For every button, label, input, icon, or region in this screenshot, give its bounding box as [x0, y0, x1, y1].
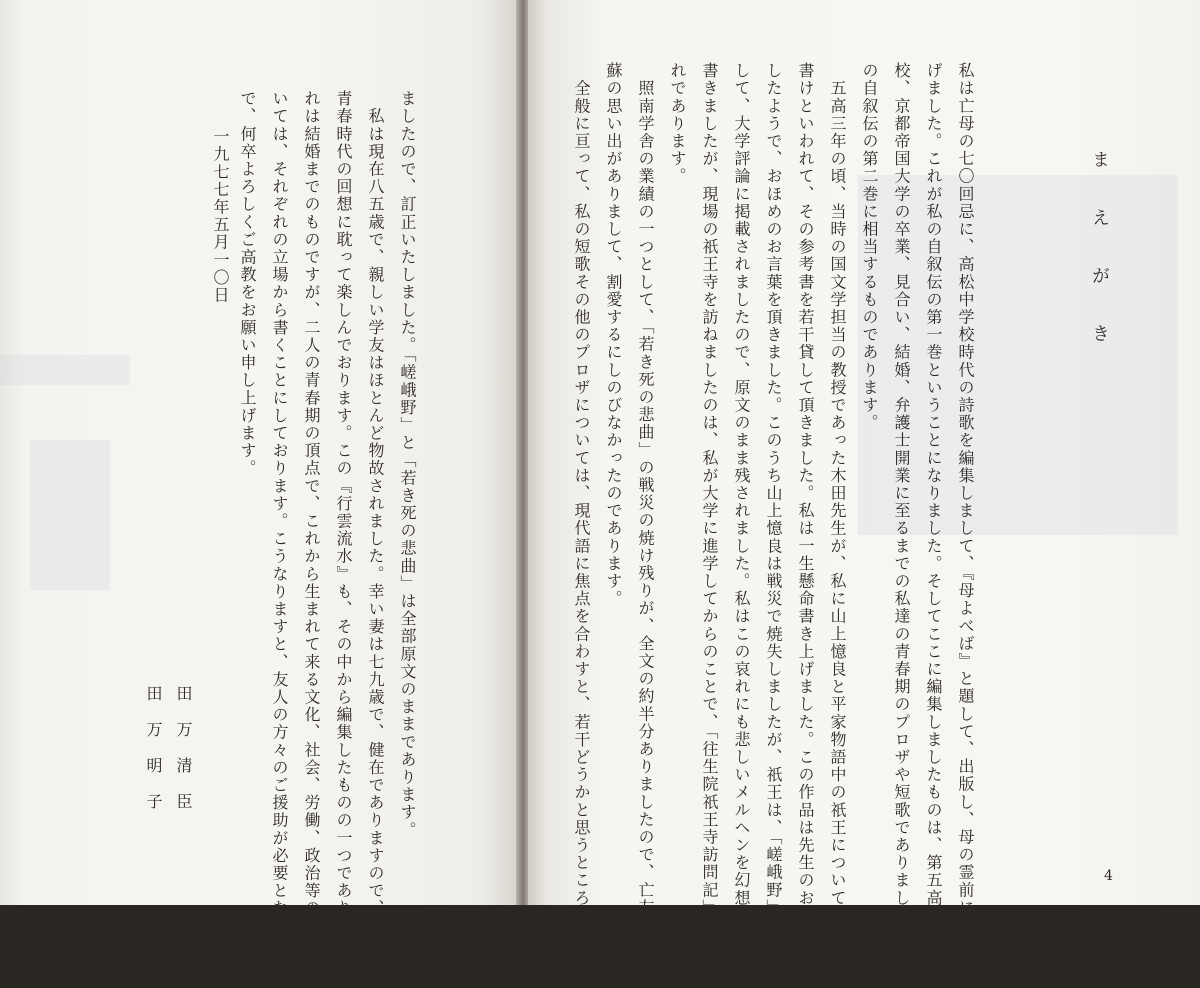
- show-through-mark: [30, 440, 110, 590]
- text-column: して、大学評論に掲載されましたので、原文のまま残されました。私はこの哀れにも悲しいメルヘンを幻想の中で: [732, 62, 751, 960]
- text-column: の自叙伝の第二巻に相当するものであります。: [860, 62, 879, 432]
- text-column: 全般に亘って、私の短歌その他のプロザについては、現代語に焦点を合わすと、若干どうかと思うところがあり: [572, 62, 591, 960]
- text-column: 五高三年の頃、当時の国文学担当の教授であった木田先生が、私に山上憶良と平家物語中の祇王について、何か: [828, 62, 847, 960]
- page-number: 4: [1104, 868, 1113, 884]
- text-column: 書きましたが、現場の祇王寺を訪ねましたのは、私が大学に進学してからのことで、「往生院祇王寺訪問記」がそ: [700, 62, 719, 952]
- text-column: したようで、おほめのお言葉を頂きました。このうち山上憶良は戦災で焼失しましたが、祇王は、「嵯峨野」と題: [764, 62, 783, 952]
- author-name: 田万明子: [144, 685, 163, 829]
- show-through-mark: [0, 355, 130, 385]
- author-name: 田万清臣: [174, 685, 193, 829]
- text-column: れであります。: [668, 62, 687, 186]
- text-column: 校、京都帝国大学の卒業、見合い、結婚、弁護士開業に至るまでの私達の青春期のプロザや短歌でありまして、私: [892, 62, 911, 960]
- text-column: ましたので、訂正いたしました。「嵯峨野」と「若き死の悲曲」は全部原文のままであります。: [398, 90, 417, 839]
- text-column: 私は亡母の七〇回忌に、高松中学校時代の詩歌を編集しまして、『母よべば』と題して、出版し、母の霊前に捧: [956, 62, 975, 934]
- text-column: 照南学舎の業績の一つとして、「若き死の悲曲」の戦災の焼け残りが、全文の約半分ありましたので、亡友と阿: [636, 62, 655, 952]
- text-column: いては、それぞれの立場から書くことにしております。こうなりますと、友人の方々のご援助が必要となりますの: [270, 90, 289, 988]
- text-column: 青春時代の回想に耽って楽しんでおります。この『行雲流水』も、その中から編集したものの一つであります。こ: [334, 90, 353, 988]
- text-column: れは結婚までのものですが、二人の青春期の頂点で、これから生まれて来る文化、社会、労働、政治等の活動につ: [302, 90, 321, 988]
- date-line: 一九七七年五月一〇日: [211, 128, 230, 304]
- page-heading: まえがき: [1089, 150, 1110, 382]
- text-column: 書けといわれて、その参考書を若干貸して頂きました。私は一生懸命書き上げました。この作品は先生のお気に召: [796, 62, 815, 960]
- text-column: 私は現在八五歳で、親しい学友はほとんど物故されました。幸い妻は七九歳で、健在でありますので、二人で、: [366, 90, 385, 988]
- text-column: げました。これが私の自叙伝の第一巻ということになりました。そしてここに編集しましたものは、第五高等学: [924, 62, 943, 942]
- text-column: で、何卒よろしくご高教をお願い申し上げます。: [238, 90, 257, 478]
- text-column: 蘇の思い出がありまして、割愛するにしのびなかったのであります。: [604, 62, 623, 608]
